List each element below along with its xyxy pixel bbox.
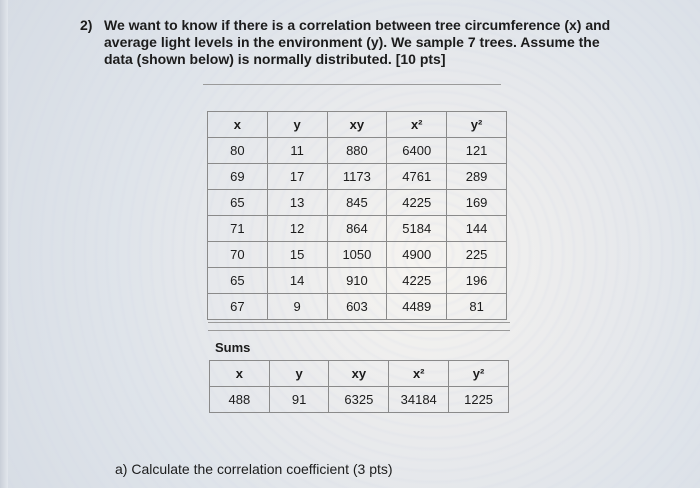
table-cell: 169 <box>447 190 507 216</box>
table-cell: 144 <box>447 216 507 242</box>
part-a-prompt: a) Calculate the correlation coefficient (3 pts) <box>115 461 393 477</box>
sums-table <box>209 360 509 413</box>
table-cell: 845 <box>327 190 387 216</box>
sums-value-cell: 1225 <box>449 387 509 413</box>
table-cell: 6400 <box>387 138 447 164</box>
table-cell: 225 <box>447 242 507 268</box>
table-cell: 11 <box>267 138 327 164</box>
table-row <box>208 242 507 268</box>
header-cell: x² <box>387 112 447 138</box>
table-cell: 4225 <box>387 268 447 294</box>
table-row <box>208 190 507 216</box>
table-cell: 880 <box>327 138 387 164</box>
table-cell: 5184 <box>387 216 447 242</box>
table-cell: 12 <box>267 216 327 242</box>
table-cell: 17 <box>267 164 327 190</box>
sums-header-cell: y <box>269 361 329 387</box>
table-cell: 14 <box>267 268 327 294</box>
sums-title: Sums <box>215 340 251 355</box>
divider-middle-2 <box>208 330 510 331</box>
table-cell: 196 <box>447 268 507 294</box>
page-edge <box>0 0 8 488</box>
table-cell: 65 <box>208 190 268 216</box>
sums-header-cell: x <box>210 361 270 387</box>
table-cell: 13 <box>267 190 327 216</box>
question-text: We want to know if there is a correlation between tree circumference (x) and average light levels in the environment (y). We sample 7 trees. Assume the data (shown below) is normally distributed. [10 pts] <box>104 17 611 67</box>
table-cell: 9 <box>267 294 327 320</box>
sums-value-cell: 91 <box>269 387 329 413</box>
table-cell: 121 <box>447 138 507 164</box>
divider-middle-1 <box>208 322 510 323</box>
table-cell: 864 <box>327 216 387 242</box>
table-cell: 15 <box>267 242 327 268</box>
table-cell: 1173 <box>327 164 387 190</box>
table-cell: 4225 <box>387 190 447 216</box>
sums-value-cell: 6325 <box>329 387 389 413</box>
header-cell: x <box>208 112 268 138</box>
table-row <box>208 216 507 242</box>
table-cell: 603 <box>327 294 387 320</box>
table-cell: 71 <box>208 216 268 242</box>
table-cell: 70 <box>208 242 268 268</box>
question-number: 2) <box>80 17 93 33</box>
sums-value-cell: 34184 <box>389 387 449 413</box>
table-cell: 69 <box>208 164 268 190</box>
sums-header-row <box>210 361 509 387</box>
table-header-row <box>208 112 507 138</box>
table-cell: 4761 <box>387 164 447 190</box>
table-cell: 1050 <box>327 242 387 268</box>
table-cell: 4489 <box>387 294 447 320</box>
header-cell: xy <box>327 112 387 138</box>
sums-header-cell: xy <box>329 361 389 387</box>
sums-header-cell: y² <box>449 361 509 387</box>
table-cell: 80 <box>208 138 268 164</box>
table-cell: 289 <box>447 164 507 190</box>
table-row <box>208 138 507 164</box>
header-cell: y² <box>447 112 507 138</box>
divider-top <box>203 84 501 85</box>
data-table <box>207 111 507 320</box>
sums-value-row <box>210 387 509 413</box>
table-cell: 81 <box>447 294 507 320</box>
table-cell: 910 <box>327 268 387 294</box>
table-cell: 67 <box>208 294 268 320</box>
table-cell: 4900 <box>387 242 447 268</box>
table-row <box>208 268 507 294</box>
header-cell: y <box>267 112 327 138</box>
sums-value-cell: 488 <box>210 387 270 413</box>
table-row <box>208 294 507 320</box>
sums-header-cell: x² <box>389 361 449 387</box>
table-cell: 65 <box>208 268 268 294</box>
table-row <box>208 164 507 190</box>
